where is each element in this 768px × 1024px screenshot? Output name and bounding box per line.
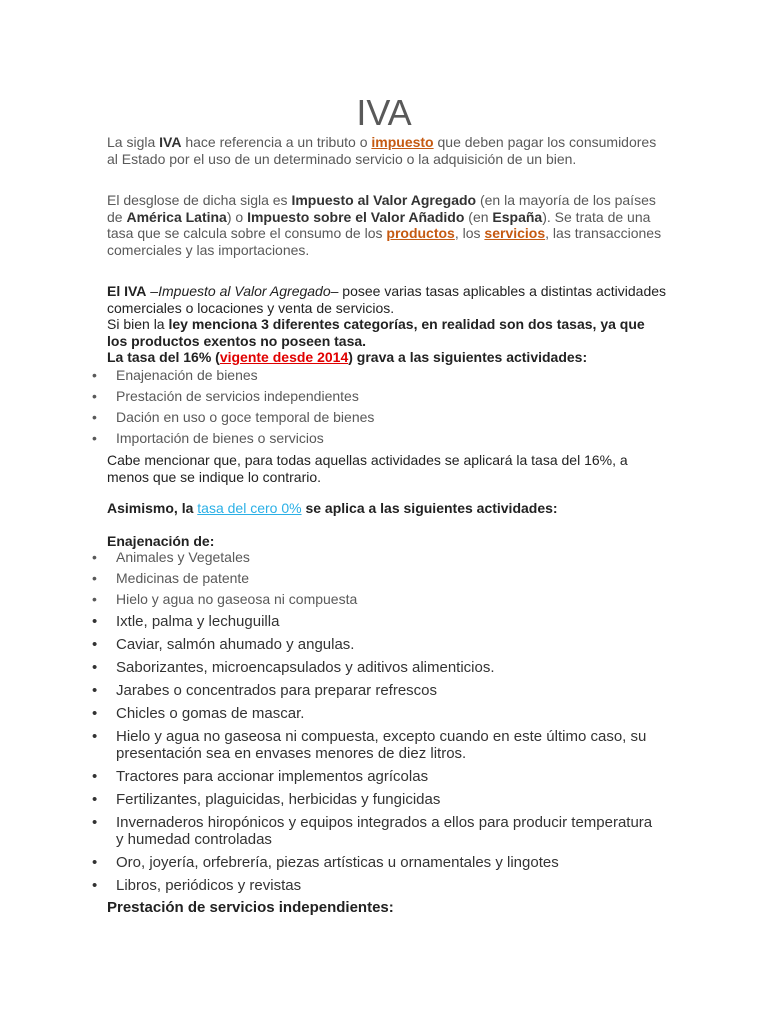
- tasa-cero-link[interactable]: tasa del cero 0%: [197, 500, 302, 516]
- bullet-icon: •: [92, 409, 97, 425]
- list-item: [0, 409, 374, 430]
- list-item-text: Prestación de servicios independientes: [116, 388, 359, 404]
- zero-rate-list-b: [0, 613, 660, 900]
- rates-paragraph: [107, 283, 667, 366]
- impuesto-link[interactable]: impuesto: [371, 134, 434, 150]
- text: Si bien la: [107, 316, 169, 332]
- list-item-text: Invernaderos hiropónicos y equipos integrados a ellos para producir temperatura y humedad controladas: [116, 814, 653, 848]
- bullet-icon: •: [92, 549, 97, 565]
- bold-text: Impuesto al Valor Agregado: [291, 192, 477, 208]
- list-item: [0, 877, 660, 900]
- prestacion-heading: Prestación de servicios independientes:: [107, 899, 394, 916]
- zero-rate-paragraph: [107, 500, 667, 517]
- list-item-text: Ixtle, palma y lechuguilla: [116, 613, 280, 630]
- list-item-text: Medicinas de patente: [116, 570, 250, 586]
- text: ). Se trata de una tasa que se calcula sobre el consumo de los: [107, 208, 651, 241]
- list-item-text: Jarabes o concentrados para preparar refrescos: [116, 682, 438, 699]
- zero-rate-list-a: [0, 549, 357, 612]
- bold-text: España: [492, 208, 543, 225]
- list-item: [0, 854, 660, 877]
- bullet-icon: •: [92, 430, 97, 446]
- productos-link[interactable]: productos: [386, 225, 455, 241]
- bold-text: América Latina: [126, 208, 227, 225]
- text: (en: [464, 208, 493, 225]
- servicios-link[interactable]: servicios: [484, 225, 546, 241]
- enajenacion-heading: Enajenación de:: [107, 533, 215, 549]
- text: – posee varias tasas aplicables a distintas actividades comerciales o locaciones y venta de servicios.: [107, 283, 667, 316]
- list-item: [0, 791, 660, 814]
- list-item: [0, 570, 357, 591]
- list-item: [0, 814, 660, 854]
- list-item: [0, 388, 374, 409]
- bullet-icon: •: [92, 367, 97, 383]
- list-item: [0, 728, 656, 768]
- list-item-text: Importación de bienes o servicios: [116, 430, 324, 446]
- list-item-text: Libros, periódicos y revistas: [116, 877, 302, 894]
- bullet-icon: •: [92, 613, 98, 630]
- list-item-text: Hielo y agua no gaseosa ni compuesta: [116, 591, 358, 607]
- bullet-icon: •: [92, 705, 98, 722]
- bold-text: La tasa del 16% (: [107, 349, 220, 365]
- list-item: [0, 613, 660, 636]
- definition-paragraph: [107, 192, 667, 258]
- list-item: [0, 768, 660, 791]
- list-item: [0, 591, 357, 612]
- bullet-icon: •: [92, 570, 97, 586]
- bold-text: ) grava a las siguientes actividades:: [348, 349, 588, 365]
- bold-text: se aplica a las siguientes actividades:: [301, 500, 558, 516]
- bullet-icon: •: [92, 591, 97, 607]
- bullet-icon: •: [92, 768, 98, 785]
- bold-text: Asimismo, la: [107, 500, 198, 516]
- bullet-icon: •: [92, 854, 98, 871]
- list-item: [0, 367, 374, 388]
- list-item-text: Oro, joyería, orfebrería, piezas artísticas u ornamentales y lingotes: [116, 854, 559, 871]
- list-item-text: Enajenación de bienes: [116, 367, 258, 383]
- list-item-text: Saborizantes, microencapsulados y aditivos alimenticios.: [116, 659, 495, 676]
- list-item-text: Chicles o gomas de mascar.: [116, 705, 305, 722]
- list-item: [0, 659, 660, 682]
- vigente-link[interactable]: vigente desde 2014: [219, 349, 349, 365]
- text: La sigla: [107, 134, 160, 150]
- text: ) o: [226, 208, 248, 225]
- note-paragraph: Cabe mencionar que, para todas aquellas actividades se aplicará la tasa del 16%, a menos que se indique lo contrario.: [107, 452, 628, 485]
- bullet-icon: •: [92, 791, 98, 808]
- bullet-icon: •: [92, 877, 98, 894]
- bullet-icon: •: [92, 682, 98, 699]
- list-item-text: Caviar, salmón ahumado y angulas.: [116, 636, 355, 653]
- bold-text: ley menciona 3 diferentes categorías, en realidad son dos tasas, ya que los productos exentos no poseen tasa.: [107, 316, 645, 349]
- italic-text: Impuesto al Valor Agregado: [158, 283, 331, 299]
- list-item: [0, 705, 660, 728]
- text: , las transacciones comerciales y las importaciones.: [107, 225, 662, 258]
- text: El desglose de dicha sigla es: [107, 192, 292, 208]
- list-item-text: Fertilizantes, plaguicidas, herbicidas y fungicidas: [116, 791, 441, 808]
- bullet-icon: •: [92, 388, 97, 404]
- list-item: [0, 682, 660, 705]
- list-item: [0, 549, 357, 570]
- page-title: IVA: [356, 92, 412, 133]
- list-item-text: Animales y Vegetales: [116, 549, 250, 565]
- list-item: [0, 636, 660, 659]
- bold-text: IVA: [159, 134, 182, 150]
- bullet-icon: •: [92, 814, 98, 831]
- text: que deben pagar los consumidores al Estado por el uso de un determinado servicio o la adquisición de un bien.: [107, 134, 657, 167]
- list-item-text: Tractores para accionar implementos agrícolas: [116, 768, 429, 785]
- bold-text: Impuesto sobre el Valor Añadido: [247, 208, 465, 225]
- text: –: [146, 283, 159, 299]
- intro-paragraph: [107, 134, 667, 167]
- text: (en la mayoría de los países de: [107, 192, 656, 225]
- list-item: [0, 430, 374, 451]
- bullet-icon: •: [92, 659, 98, 676]
- text: , los: [454, 225, 485, 241]
- list-item-text: Dación en uso o goce temporal de bienes: [116, 409, 375, 425]
- rate-16-list: [0, 367, 374, 451]
- bullet-icon: •: [92, 728, 98, 745]
- bullet-icon: •: [92, 636, 98, 653]
- text: hace referencia a un tributo o: [181, 134, 372, 150]
- bold-text: El IVA: [107, 283, 147, 299]
- list-item-text: Hielo y agua no gaseosa ni compuesta, excepto cuando en este último caso, su presentación sea en envases menores de diez litros.: [116, 728, 647, 762]
